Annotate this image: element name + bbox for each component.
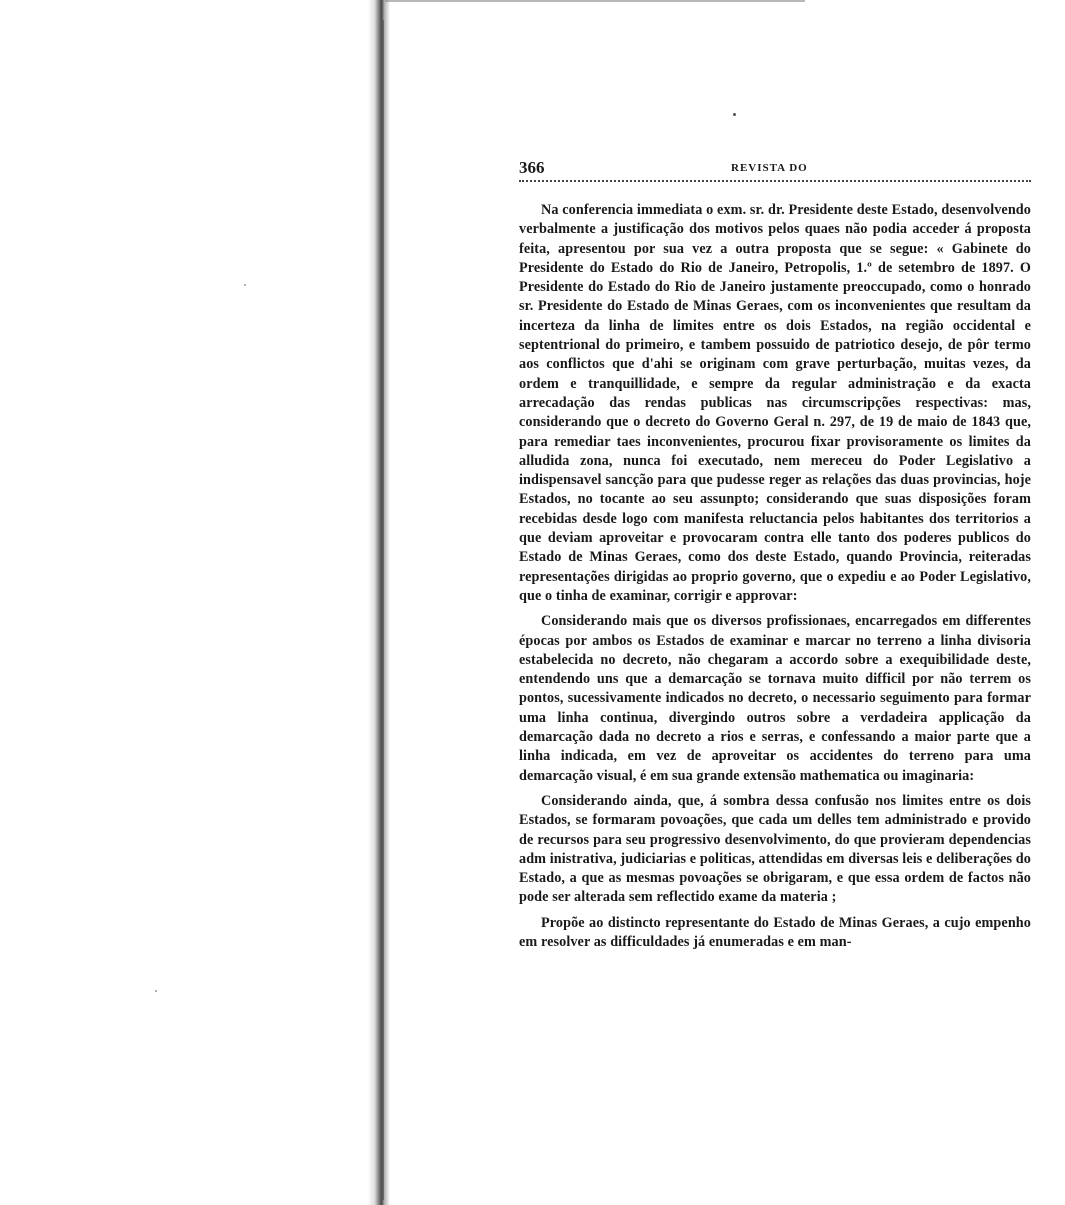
paragraph: Propõe ao distincto representante do Estado de Minas Geraes, a cujo empenho em resolver as difficuldades já enumeradas e em man-: [519, 914, 1031, 950]
page-speck: [244, 284, 246, 286]
paragraph: Considerando mais que os diversos profissionaes, encarregados em differentes épocas por ambos os Estados de examinar e marcar no terreno a linha divisoria estabelecida no decreto, não chegaram a accordo sobre a exequibilidade deste, entendendo uns que a demarcação se tornava muito difficil por não terrem os pontos, sucessivamente indicados no decreto, o necessario seguimento para formar uma linha continua, divergindo outros sobre a verdadeira applicação da demarcação dada no decreto a rios e serras, e confessando a maior parte que a linha indicada, em vez de aproveitar os accidentes do terreno para uma demarcação visual, é em sua grande extensão mathematica ou imaginaria:: [519, 613, 1031, 784]
page-header: [519, 158, 1031, 178]
body-text: [519, 201, 1031, 952]
running-head: REVISTA DO: [731, 162, 808, 174]
paragraph: Na conferencia immediata o exm. sr. dr. Presidente deste Estado, desenvolvendo verbalmente a justificação dos motivos pelos quaes não podia acceder á proposta feita, apresentou por sua vez a outra proposta que se segue: « Gabinete do Presidente do Estado do Rio de Janeiro, Petropolis, 1.º de setembro de 1897. O Presidente do Estado do Rio de Janeiro justamente preoccupado, como o honrado sr. Presidente do Estado de Minas Geraes, com os inconvenientes que resultam da incerteza da linha de limites entre os dois Estados, na região occidental e septentrional do primeiro, e tambem possuido de patriotico desejo, de pôr termo aos conflictos que d'ahi se originam com grave perturbação, muitas vezes, da ordem e tranquillidade, e sempre da regular administração e da exacta arrecadação das rendas publicas nas circumscripções respectivas: mas, considerando que o decreto do Governo Geral n. 297, de 19 de maio de 1843 que, para remediar taes inconvenientes, procurou fixar provisoramente os limites da alludida zona, nunca foi executado, nem mereceu do Poder Legislativo a indispensavel sancção para que pudesse reger as relações das duas provincias, hoje Estados, no tocante ao seu assunpto; considerando que suas disposições foram recebidas desde logo com manifesta reluctancia pelos habitantes dos territorios a que deviam aproveitar e provocaram contra elle tanto dos poderes publicos do Estado de Minas Geraes, como dos deste Estado, quando Provincia, reiteradas representações dirigidas ao proprio governo, que o expediu e ao Poder Legislativo, que o tinha de examinar, corrigir e approvar:: [519, 202, 1031, 604]
book-spine-edge: [381, 20, 384, 1200]
page-number: 366: [519, 158, 545, 177]
book-spine-shadow: [368, 0, 390, 1205]
page-speck: [155, 990, 157, 992]
paragraph: Considerando ainda, que, á sombra dessa confusão nos limites entre os dois Estados, se formaram povoações, que cada um delles tem administrado e provido de recursos para seu progressivo desenvolvimento, do que provieram dependencias adm inistrativa, judiciarias e politicas, attendidas em diversas leis e deliberações do Estado, a que as mesmas povoações se obrigaram, e que essa ordem de factos não pode ser alterada sem reflectido exame da materia ;: [519, 792, 1031, 906]
page-speck: [733, 113, 736, 116]
page-top-edge: [385, 0, 805, 2]
header-rule: [519, 180, 1031, 184]
